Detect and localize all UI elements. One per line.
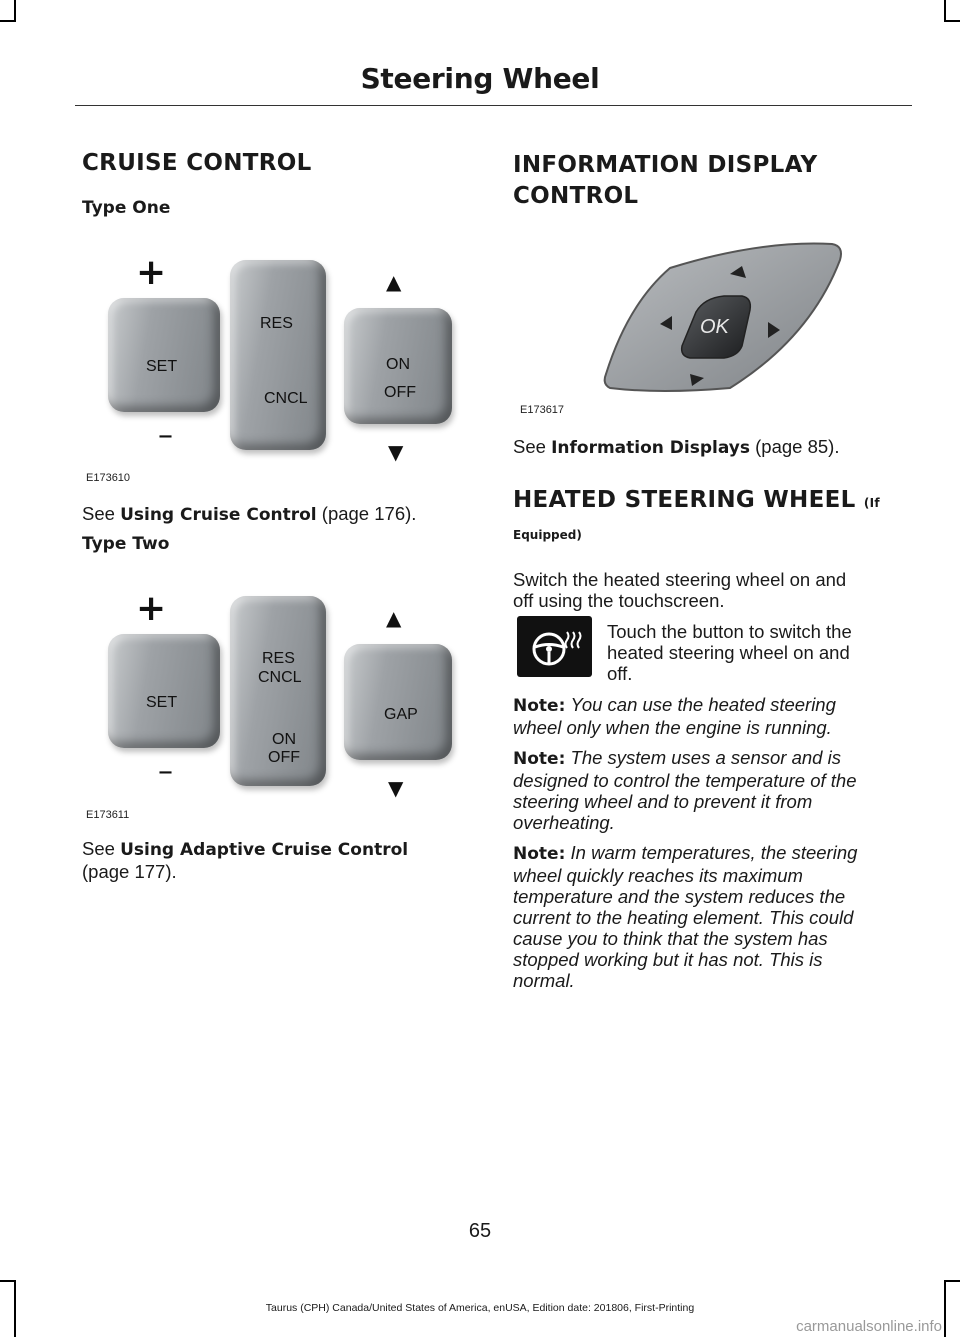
- minus-icon: –: [158, 754, 173, 789]
- heading-text: HEATED STEERING WHEEL: [513, 487, 856, 513]
- off-label: OFF: [384, 384, 416, 401]
- cruise-control-type-two-figure: [90, 576, 460, 826]
- note-text: stopped working but it has not. This is: [513, 949, 823, 970]
- plus-icon: +: [136, 588, 167, 629]
- note-text: designed to control the temperature of the: [513, 770, 857, 791]
- note-text: normal.: [513, 970, 575, 991]
- note-text: temperature and the system reduces the: [513, 886, 846, 907]
- set-label: SET: [146, 358, 178, 375]
- note-text: The system uses a sensor and is: [570, 747, 841, 768]
- note-text: overheating.: [513, 812, 615, 833]
- note-text: In warm temperatures, the steering: [570, 842, 858, 863]
- heading-line: INFORMATION DISPLAY: [513, 152, 818, 178]
- crop-mark: [944, 20, 960, 22]
- type-two-heading: Type Two: [82, 534, 170, 554]
- figure-id: E173610: [86, 472, 131, 484]
- page-title: Steering Wheel: [360, 62, 600, 95]
- note-text: current to the heating element. This could: [513, 907, 854, 928]
- ok-label: OK: [700, 316, 729, 338]
- note-text: wheel quickly reaches its maximum: [513, 865, 803, 886]
- text-line: heated steering wheel on and: [607, 642, 850, 663]
- gap-label: GAP: [384, 706, 418, 723]
- cross-reference-link[interactable]: Using Adaptive Cruise Control: [120, 840, 409, 860]
- down-arrow-icon: ▼: [388, 440, 404, 464]
- heated-steering-wheel-heading: [513, 487, 880, 513]
- res-label: RES: [262, 650, 295, 667]
- heading-line: CONTROL: [513, 183, 639, 209]
- touch-instruction: [607, 621, 852, 684]
- crop-mark: [0, 20, 16, 22]
- note-label: Note:: [513, 696, 566, 716]
- minus-icon: –: [158, 418, 173, 453]
- set-label: SET: [146, 694, 178, 711]
- note-sensor: [513, 747, 857, 833]
- see-prefix: See: [82, 838, 121, 859]
- note-label: Note:: [513, 749, 566, 769]
- down-arrow-icon: ▼: [388, 776, 404, 800]
- plus-icon: +: [136, 252, 167, 293]
- note-label: Note:: [513, 844, 566, 864]
- page-ref: (page 176).: [316, 503, 417, 524]
- on-label: ON: [386, 356, 410, 373]
- page-ref: (page 85).: [750, 436, 840, 457]
- text-line: off.: [607, 663, 633, 684]
- text-line: Switch the heated steering wheel on and: [513, 569, 847, 590]
- res-cncl-on-off-button[interactable]: [230, 596, 326, 786]
- note-text: cause you to think that the system has: [513, 928, 828, 949]
- crop-mark: [0, 1280, 16, 1282]
- type-one-heading: Type One: [82, 198, 171, 218]
- gap-button[interactable]: [344, 644, 452, 760]
- see-prefix: See: [82, 503, 121, 524]
- text-line: off using the touchscreen.: [513, 590, 725, 611]
- cruise-control-type-one-figure: [90, 240, 460, 490]
- cruise-control-heading: CRUISE CONTROL: [82, 150, 312, 176]
- up-arrow-icon: ▲: [386, 270, 402, 294]
- information-display-control-figure: [600, 238, 845, 398]
- edition-info: Taurus (CPH) Canada/United States of America, enUSA, Edition date: 201806, First-Printing: [265, 1302, 695, 1314]
- cncl-label: CNCL: [264, 390, 308, 407]
- on-label: ON: [272, 731, 296, 748]
- note-warm-temperatures: [513, 842, 857, 991]
- information-display-heading: [513, 150, 817, 212]
- figure-id: E173611: [86, 809, 130, 821]
- heading-qualifier: (If: [863, 496, 880, 510]
- heated-steering-wheel-icon: [517, 616, 592, 677]
- note-text: You can use the heated steering: [570, 694, 836, 715]
- page-number: 65: [468, 1220, 492, 1242]
- cross-reference-link[interactable]: Using Cruise Control: [120, 505, 317, 525]
- see-cruise-control: [82, 503, 416, 526]
- note-text: wheel only when the engine is running.: [513, 717, 832, 738]
- up-arrow-icon: ▲: [386, 606, 402, 630]
- page-ref: (page 177).: [82, 861, 177, 882]
- heading-qualifier: Equipped): [513, 528, 582, 542]
- note-engine-running: [513, 694, 836, 738]
- see-adaptive-cruise-control: [82, 838, 408, 882]
- see-information-displays: [513, 436, 839, 459]
- set-button[interactable]: [108, 634, 220, 748]
- figure-id: E173617: [520, 404, 565, 416]
- off-label: OFF: [268, 749, 300, 766]
- cncl-label: CNCL: [258, 669, 302, 686]
- cross-reference-link[interactable]: Information Displays: [551, 438, 750, 458]
- note-text: steering wheel and to prevent it from: [513, 791, 813, 812]
- crop-mark: [14, 0, 16, 20]
- crop-mark: [944, 1280, 960, 1282]
- on-off-button[interactable]: [344, 308, 452, 424]
- see-prefix: See: [513, 436, 552, 457]
- header-divider: [75, 105, 912, 106]
- text-line: Touch the button to switch the: [607, 621, 852, 642]
- switch-instruction: [513, 569, 846, 611]
- res-cncl-button[interactable]: [230, 260, 326, 450]
- res-label: RES: [260, 315, 293, 332]
- set-button[interactable]: [108, 298, 220, 412]
- crop-mark: [944, 0, 946, 20]
- watermark[interactable]: carmanualsonline.info: [796, 1318, 942, 1335]
